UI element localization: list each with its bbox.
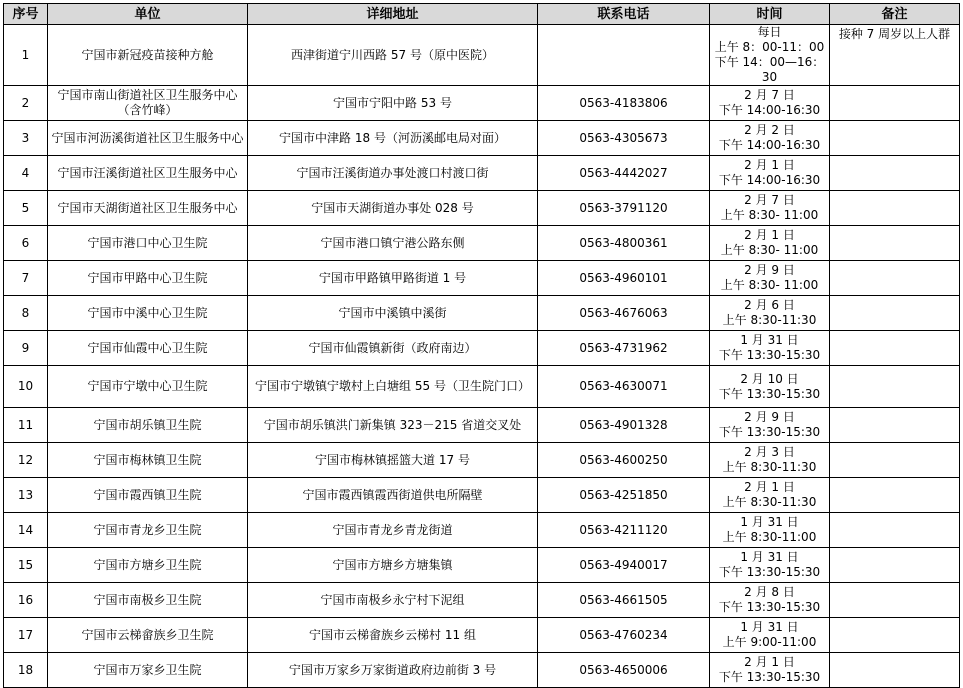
row-note bbox=[830, 296, 960, 331]
row-time-line: 下午 14:00-16:30 bbox=[718, 138, 821, 152]
row-no: 16 bbox=[4, 583, 48, 618]
row-time-line: 下午 13:30-15:30 bbox=[718, 386, 821, 401]
row-unit: 宁国市中溪中心卫生院 bbox=[48, 296, 248, 331]
row-phone: 0563-3791120 bbox=[538, 191, 710, 226]
row-time bbox=[710, 583, 830, 618]
row-address: 宁国市万家乡万家街道政府边前街 3 号 bbox=[248, 653, 538, 688]
row-time bbox=[710, 548, 830, 583]
row-time-line: 1 月 31 日 bbox=[740, 620, 799, 634]
row-no: 5 bbox=[4, 191, 48, 226]
table-row bbox=[4, 261, 960, 296]
row-no: 14 bbox=[4, 513, 48, 548]
row-unit: 宁国市仙霞中心卫生院 bbox=[48, 331, 248, 366]
row-time-line: 2 月 10 日 bbox=[740, 371, 799, 386]
header-no: 序号 bbox=[4, 4, 48, 25]
row-no: 3 bbox=[4, 121, 48, 156]
row-time-line: 上午 8:30-11:00 bbox=[722, 530, 817, 544]
row-time-line: 下午 14:00-16:30 bbox=[718, 173, 821, 187]
header-note: 备注 bbox=[830, 4, 960, 25]
row-no: 8 bbox=[4, 296, 48, 331]
row-time-line: 上午 9:00-11:00 bbox=[722, 635, 817, 649]
row-time bbox=[710, 261, 830, 296]
row-time-line: 2 月 7 日 bbox=[744, 193, 795, 207]
header-address: 详细地址 bbox=[248, 4, 538, 25]
row-phone: 0563-4630071 bbox=[538, 366, 710, 408]
row-phone: 0563-4211120 bbox=[538, 513, 710, 548]
row-phone: 0563-4960101 bbox=[538, 261, 710, 296]
row-time bbox=[710, 366, 830, 408]
row-time-line: 2 月 6 日 bbox=[744, 298, 795, 312]
row-no: 2 bbox=[4, 86, 48, 121]
row-address: 宁国市中津路 18 号（河沥溪邮电局对面） bbox=[248, 121, 538, 156]
row-time-line: 2 月 2 日 bbox=[744, 123, 795, 137]
header-row bbox=[4, 4, 960, 25]
table-row bbox=[4, 296, 960, 331]
row-time-line: 2 月 9 日 bbox=[744, 410, 795, 424]
row-time-line: 上午 8:30- 11:00 bbox=[720, 243, 819, 257]
table-row bbox=[4, 618, 960, 653]
row-address: 宁国市胡乐镇洪门新集镇 323－215 省道交叉处 bbox=[248, 408, 538, 443]
row-no: 9 bbox=[4, 331, 48, 366]
row-note bbox=[830, 443, 960, 478]
table-row bbox=[4, 191, 960, 226]
row-address: 宁国市梅林镇摇篮大道 17 号 bbox=[248, 443, 538, 478]
table-row bbox=[4, 226, 960, 261]
row-no: 10 bbox=[4, 366, 48, 408]
row-phone: 0563-4731962 bbox=[538, 331, 710, 366]
table-row bbox=[4, 331, 960, 366]
table-row bbox=[4, 548, 960, 583]
table-row bbox=[4, 513, 960, 548]
row-address: 宁国市甲路镇甲路街道 1 号 bbox=[248, 261, 538, 296]
row-address: 宁国市宁阳中路 53 号 bbox=[248, 86, 538, 121]
row-time bbox=[710, 25, 830, 86]
row-time bbox=[710, 226, 830, 261]
table-row bbox=[4, 408, 960, 443]
row-time-line: 2 月 1 日 bbox=[744, 228, 795, 242]
row-time bbox=[710, 653, 830, 688]
row-note bbox=[830, 191, 960, 226]
row-time-line: 2 月 1 日 bbox=[744, 655, 795, 669]
row-time-line: 上午 8:30-11:30 bbox=[722, 495, 817, 509]
row-address: 西津街道宁川西路 57 号（原中医院） bbox=[248, 25, 538, 86]
row-no: 7 bbox=[4, 261, 48, 296]
row-address: 宁国市中溪镇中溪街 bbox=[248, 296, 538, 331]
table-row bbox=[4, 478, 960, 513]
row-phone: 0563-4183806 bbox=[538, 86, 710, 121]
header-unit: 单位 bbox=[48, 4, 248, 25]
row-time-line: 2 月 1 日 bbox=[744, 480, 795, 494]
row-no: 4 bbox=[4, 156, 48, 191]
row-note bbox=[830, 408, 960, 443]
row-address: 宁国市青龙乡青龙街道 bbox=[248, 513, 538, 548]
row-note bbox=[830, 86, 960, 121]
row-address: 宁国市霞西镇霞西街道供电所隔壁 bbox=[248, 478, 538, 513]
row-no: 12 bbox=[4, 443, 48, 478]
row-no: 15 bbox=[4, 548, 48, 583]
row-unit: 宁国市新冠疫苗接种方舱 bbox=[48, 25, 248, 86]
row-unit: 宁国市天湖街道社区卫生服务中心 bbox=[48, 191, 248, 226]
row-time bbox=[710, 408, 830, 443]
table-row bbox=[4, 86, 960, 121]
row-note: 接种 7 周岁以上人群 bbox=[830, 25, 960, 86]
row-unit: 宁国市云梯畲族乡卫生院 bbox=[48, 618, 248, 653]
row-time-line: 下午 13:30-15:30 bbox=[718, 348, 821, 362]
row-unit: 宁国市青龙乡卫生院 bbox=[48, 513, 248, 548]
table-row bbox=[4, 366, 960, 408]
row-no: 18 bbox=[4, 653, 48, 688]
row-note bbox=[830, 548, 960, 583]
row-unit: 宁国市汪溪街道社区卫生服务中心 bbox=[48, 156, 248, 191]
row-time-line: 2 月 7 日 bbox=[744, 88, 795, 102]
row-time-line: 上午 8:30-11:30 bbox=[722, 460, 817, 474]
vaccination-sites-table bbox=[3, 3, 960, 688]
row-phone bbox=[538, 25, 710, 86]
row-phone: 0563-4676063 bbox=[538, 296, 710, 331]
row-phone: 0563-4760234 bbox=[538, 618, 710, 653]
row-time bbox=[710, 156, 830, 191]
row-unit: 宁国市梅林镇卫生院 bbox=[48, 443, 248, 478]
row-time-line: 上午 8:30-11:30 bbox=[722, 313, 817, 327]
row-address: 宁国市仙霞镇新街（政府南边） bbox=[248, 331, 538, 366]
table-body bbox=[4, 25, 960, 688]
row-address: 宁国市港口镇宁港公路东侧 bbox=[248, 226, 538, 261]
row-time-line: 下午 13:30-15:30 bbox=[718, 425, 821, 439]
row-time bbox=[710, 191, 830, 226]
row-phone: 0563-4600250 bbox=[538, 443, 710, 478]
row-phone: 0563-4901328 bbox=[538, 408, 710, 443]
row-time-line: 2 月 8 日 bbox=[744, 585, 795, 599]
row-time-line: 下午 14:00-16:30 bbox=[718, 103, 821, 117]
row-unit: 宁国市港口中心卫生院 bbox=[48, 226, 248, 261]
row-unit: 宁国市南极乡卫生院 bbox=[48, 583, 248, 618]
row-note bbox=[830, 121, 960, 156]
row-time-line: 2 月 1 日 bbox=[744, 158, 795, 172]
row-no: 6 bbox=[4, 226, 48, 261]
table-row bbox=[4, 653, 960, 688]
row-time bbox=[710, 331, 830, 366]
row-unit: 宁国市胡乐镇卫生院 bbox=[48, 408, 248, 443]
row-time-line: 下午 13:30-15:30 bbox=[718, 565, 821, 579]
header-time: 时间 bbox=[710, 4, 830, 25]
table-row bbox=[4, 443, 960, 478]
row-note bbox=[830, 156, 960, 191]
row-time-line: 1 月 31 日 bbox=[740, 550, 799, 564]
row-phone: 0563-4800361 bbox=[538, 226, 710, 261]
row-phone: 0563-4650006 bbox=[538, 653, 710, 688]
row-time bbox=[710, 86, 830, 121]
row-time-line: 1 月 31 日 bbox=[740, 333, 799, 347]
row-time-line: 1 月 31 日 bbox=[740, 515, 799, 529]
table-row bbox=[4, 25, 960, 86]
row-unit: 宁国市甲路中心卫生院 bbox=[48, 261, 248, 296]
row-time-line: 上午 8:30- 11:00 bbox=[720, 278, 819, 292]
row-note bbox=[830, 261, 960, 296]
row-time bbox=[710, 513, 830, 548]
row-time-line: 上午 8:30- 11:00 bbox=[720, 208, 819, 222]
row-no: 17 bbox=[4, 618, 48, 653]
table-row bbox=[4, 156, 960, 191]
table-row bbox=[4, 121, 960, 156]
row-time bbox=[710, 121, 830, 156]
row-unit: 宁国市方塘乡卫生院 bbox=[48, 548, 248, 583]
row-time-line: 下午 13:30-15:30 bbox=[718, 600, 821, 614]
row-time-line: 每日 bbox=[757, 25, 782, 39]
row-time bbox=[710, 296, 830, 331]
row-phone: 0563-4442027 bbox=[538, 156, 710, 191]
row-time-line: 2 月 3 日 bbox=[744, 445, 795, 459]
row-unit: 宁国市河沥溪街道社区卫生服务中心 bbox=[48, 121, 248, 156]
row-time bbox=[710, 478, 830, 513]
table-row bbox=[4, 583, 960, 618]
row-unit: 宁国市万家乡卫生院 bbox=[48, 653, 248, 688]
row-time-line: 上午 8：00-11：00 bbox=[714, 40, 825, 54]
row-address: 宁国市方塘乡方塘集镇 bbox=[248, 548, 538, 583]
row-note bbox=[830, 653, 960, 688]
row-no: 13 bbox=[4, 478, 48, 513]
row-unit: 宁国市宁墩中心卫生院 bbox=[48, 366, 248, 408]
row-no: 1 bbox=[4, 25, 48, 86]
row-address: 宁国市天湖街道办事处 028 号 bbox=[248, 191, 538, 226]
row-phone: 0563-4305673 bbox=[538, 121, 710, 156]
row-time-line: 2 月 9 日 bbox=[744, 263, 795, 277]
row-time-line: 下午 14：00—16：30 bbox=[714, 55, 825, 84]
row-note bbox=[830, 366, 960, 408]
row-address: 宁国市云梯畲族乡云梯村 11 组 bbox=[248, 618, 538, 653]
row-address: 宁国市宁墩镇宁墩村上白塘组 55 号（卫生院门口） bbox=[248, 366, 538, 408]
row-phone: 0563-4661505 bbox=[538, 583, 710, 618]
row-note bbox=[830, 478, 960, 513]
row-note bbox=[830, 513, 960, 548]
row-phone: 0563-4940017 bbox=[538, 548, 710, 583]
row-unit: 宁国市南山街道社区卫生服务中心（含竹峰） bbox=[48, 86, 248, 121]
row-note bbox=[830, 618, 960, 653]
row-note bbox=[830, 583, 960, 618]
row-note bbox=[830, 226, 960, 261]
row-address: 宁国市汪溪街道办事处渡口村渡口街 bbox=[248, 156, 538, 191]
row-unit: 宁国市霞西镇卫生院 bbox=[48, 478, 248, 513]
row-phone: 0563-4251850 bbox=[538, 478, 710, 513]
row-address: 宁国市南极乡永宁村下泥组 bbox=[248, 583, 538, 618]
row-time bbox=[710, 618, 830, 653]
row-note bbox=[830, 331, 960, 366]
row-time bbox=[710, 443, 830, 478]
header-phone: 联系电话 bbox=[538, 4, 710, 25]
row-time-line: 下午 13:30-15:30 bbox=[718, 670, 821, 684]
row-no: 11 bbox=[4, 408, 48, 443]
